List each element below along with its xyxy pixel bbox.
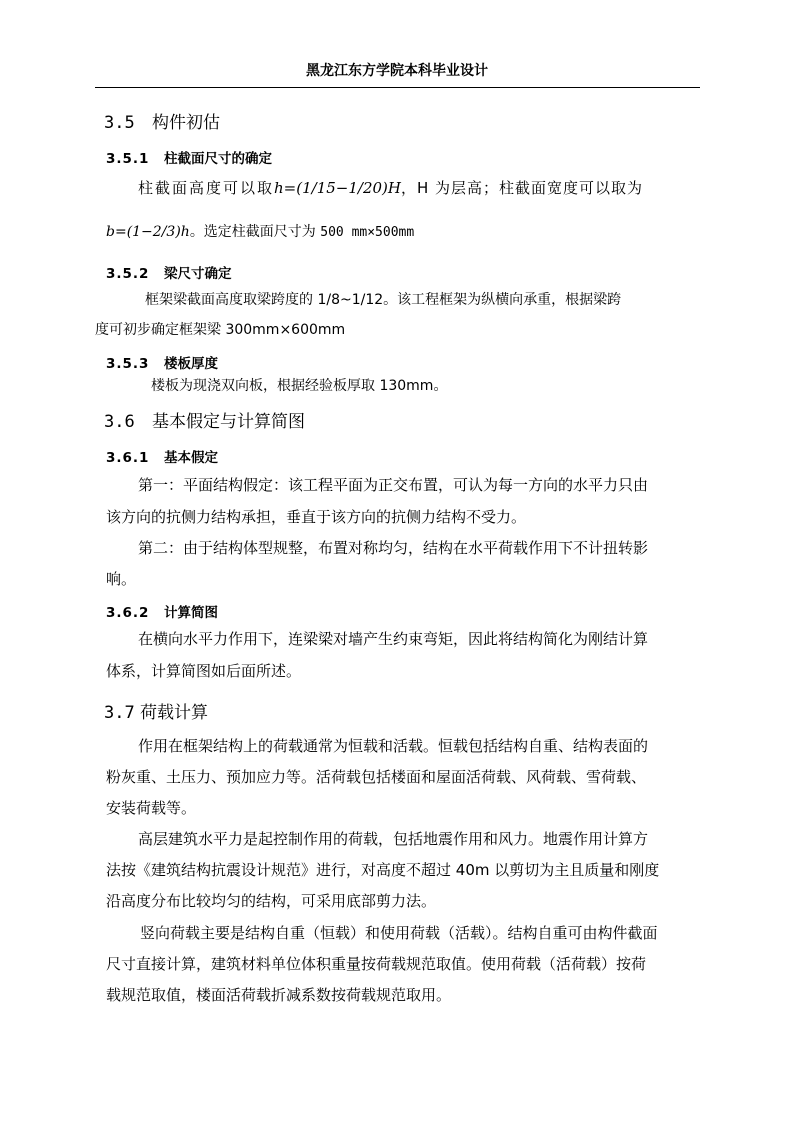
paragraph-line: 第一：平面结构假定：该工程平面为正交布置，可认为每一方向的水平力只由 bbox=[138, 476, 649, 494]
section-number: 3.5.1 bbox=[106, 151, 150, 167]
paragraph-line: 作用在框架结构上的荷载通常为恒载和活载。恒载包括结构自重、结构表面的 bbox=[138, 737, 649, 755]
section-3-5-3-heading bbox=[106, 352, 218, 372]
paragraph-line: 粉灰重、土压力、预加应力等。活荷载包括楼面和屋面活荷载、风荷载、雪荷载、 bbox=[106, 768, 647, 786]
section-number: 3.5.3 bbox=[106, 356, 150, 372]
section-title: 构件初估 bbox=[152, 113, 220, 133]
section-3-5-2-heading bbox=[106, 262, 232, 282]
section-3-6-1-heading bbox=[106, 446, 218, 466]
section-3-7-heading bbox=[104, 698, 208, 723]
section-number: 3.6 bbox=[104, 412, 135, 432]
paragraph-line: 在横向水平力作用下，连梁梁对墙产生约束弯矩，因此将结构简化为刚结计算 bbox=[138, 630, 649, 648]
paragraph-line: 该方向的抗侧力结构承担，垂直于该方向的抗侧力结构不受力。 bbox=[106, 508, 527, 526]
section-title: 计算简图 bbox=[164, 605, 218, 621]
paragraph-line: 楼板为现浇双向板，根据经验板厚取 130mm。 bbox=[151, 378, 448, 394]
formula-h: h=(1/15−1/20)H bbox=[274, 179, 401, 197]
text: 。选定柱截面尺寸为 bbox=[189, 224, 316, 240]
section-number: 3.6.1 bbox=[106, 450, 150, 466]
paragraph-line: 载规范取值，楼面活荷载折减系数按荷载规范取用。 bbox=[106, 986, 452, 1004]
paragraph-line bbox=[138, 176, 643, 200]
section-title: 基本假定与计算简图 bbox=[152, 412, 305, 432]
paragraph-line: 安装荷载等。 bbox=[106, 799, 197, 817]
paragraph-line: 尺寸直接计算，建筑材料单位体积重量按荷载规范取值。使用荷载（活荷载）按荷 bbox=[106, 955, 647, 973]
section-number: 3.5 bbox=[104, 113, 135, 133]
formula-b: b=(1−2/3)h bbox=[106, 224, 190, 240]
section-3-5-1-heading bbox=[106, 147, 272, 167]
section-3-6-heading bbox=[104, 407, 305, 432]
page-header-title: 黑龙江东方学院本科毕业设计 bbox=[306, 63, 488, 79]
section-3-6-2-heading bbox=[106, 601, 218, 621]
section-3-5-heading bbox=[104, 108, 220, 133]
paragraph-line: 第二：由于结构体型规整，布置对称均匀，结构在水平荷载作用下不计扭转影 bbox=[138, 539, 649, 557]
header-rule bbox=[95, 87, 700, 88]
section-number: 3.7 bbox=[104, 703, 135, 723]
paragraph-line: 体系，计算简图如后面所述。 bbox=[106, 662, 302, 680]
section-title: 荷载计算 bbox=[140, 703, 208, 723]
section-title: 柱截面尺寸的确定 bbox=[164, 151, 272, 167]
paragraph-line: 度可初步确定框架梁 300mm×600mm bbox=[95, 322, 346, 338]
paragraph-line: 法按《建筑结构抗震设计规范》进行，对高度不超过 40m 以剪切为主且质量和刚度 bbox=[106, 861, 660, 879]
paragraph-line: 框架梁截面高度取梁跨度的 1/8~1/12。该工程框架为纵横向承重，根据梁跨 bbox=[145, 292, 622, 308]
section-number: 3.5.2 bbox=[106, 266, 150, 282]
section-number: 3.6.2 bbox=[106, 605, 150, 621]
paragraph-line: 高层建筑水平力是起控制作用的荷载，包括地震作用和风力。地震作用计算方 bbox=[138, 830, 649, 848]
paragraph-line bbox=[106, 220, 414, 245]
paragraph-line: 竖向荷载主要是结构自重（恒载）和使用荷载（活载）。结构自重可由构件截面 bbox=[140, 924, 658, 942]
dimension-value: 500 mm×500mm bbox=[320, 225, 415, 240]
paragraph-line: 沿高度分布比较均匀的结构，可采用底部剪力法。 bbox=[106, 892, 437, 910]
paragraph-line: 响。 bbox=[106, 570, 137, 588]
text: ，H 为层高；柱截面宽度可以取为 bbox=[400, 179, 644, 197]
section-title: 基本假定 bbox=[164, 450, 218, 466]
text: 柱截面高度可以取 bbox=[138, 179, 275, 197]
section-title: 楼板厚度 bbox=[164, 356, 218, 372]
section-title: 梁尺寸确定 bbox=[164, 266, 232, 282]
